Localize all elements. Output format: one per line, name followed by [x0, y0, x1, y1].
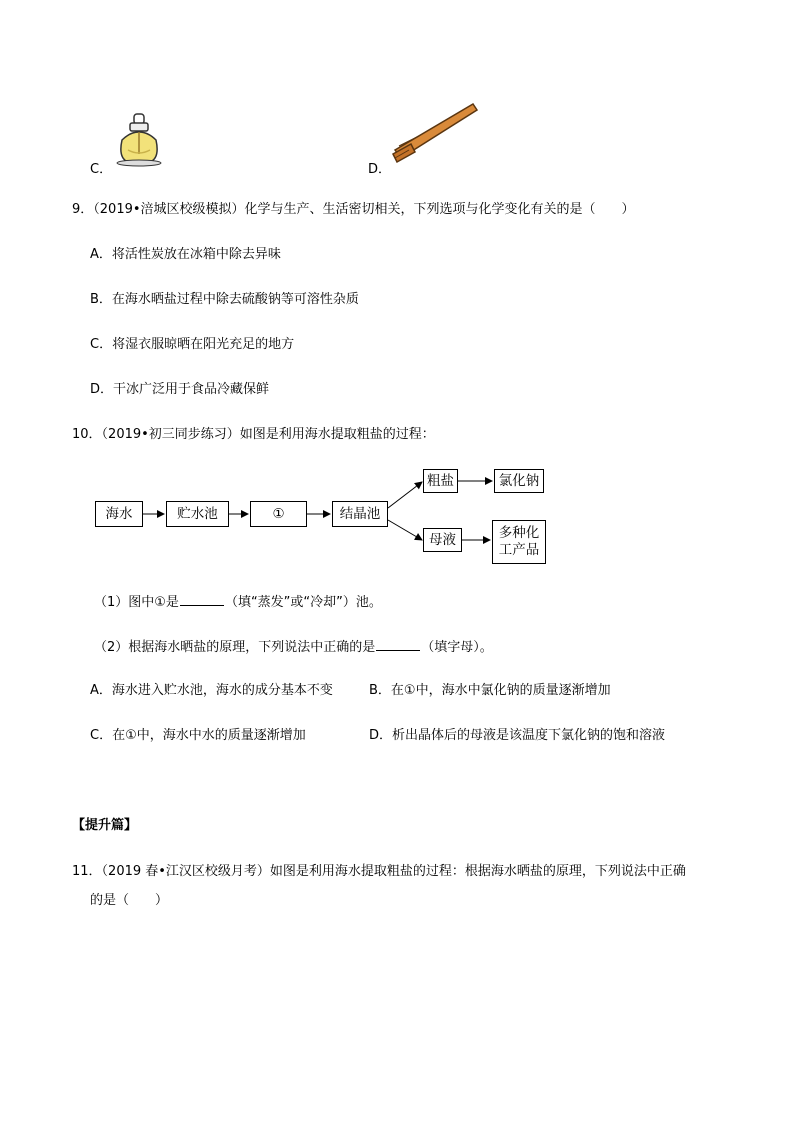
flow-box-mother-liquor: 母液 — [423, 528, 462, 552]
q10-option-b: B．在①中，海水中氯化钠的质量逐渐增加 — [369, 683, 611, 698]
flow-box-crystal: 结晶池 — [332, 501, 388, 527]
q10-sub1-after: （填“蒸发”或“冷却”）池。 — [224, 595, 382, 610]
flow-products-line1: 多种化 — [498, 525, 540, 541]
arrow-crystal-mother — [388, 520, 422, 540]
flow-box-crude-salt: 粗盐 — [423, 469, 458, 493]
q10-option-d: D．析出晶体后的母液是该温度下氯化钠的饱和溶液 — [369, 728, 666, 743]
q9-stem: 9．（2019•涪城区校级模拟）化学与生产、生活密切相关，下列选项与化学变化有关的是（ ） — [72, 202, 635, 217]
flow-products-line2: 工产品 — [498, 542, 540, 558]
flow-box-nacl: 氯化钠 — [494, 469, 544, 493]
q11-stem-line2: 的是（ ） — [90, 893, 169, 908]
q11-stem-line1: 11．（2019 春•江汉区校级月考）如图是利用海水提取粗盐的过程：根据海水晒盐的原理，下列说法中正确 — [72, 864, 686, 879]
arrow-crystal-crude — [388, 482, 422, 508]
option-d-label: D． — [368, 162, 392, 177]
flow-box-products — [492, 520, 546, 564]
q10-sub2 — [94, 638, 493, 656]
q10-option-c: C．在①中，海水中水的质量逐渐增加 — [90, 728, 306, 743]
q9-option-b: B．在海水晒盐过程中除去硫酸钠等可溶性杂质 — [90, 292, 359, 307]
q10-sub1-blank[interactable] — [180, 593, 224, 606]
flow-box-seawater: 海水 — [95, 501, 143, 527]
q10-stem: 10．（2019•初三同步练习）如图是利用海水提取粗盐的过程： — [72, 427, 435, 442]
section-heading: 【提升篇】 — [72, 818, 138, 833]
q10-sub1 — [94, 593, 382, 611]
q9-option-c: C．将湿衣服晾晒在阳光充足的地方 — [90, 337, 295, 352]
q10-sub2-before: （2）根据海水晒盐的原理，下列说法中正确的是 — [94, 640, 376, 655]
q9-option-d: D．干冰广泛用于食品冷藏保鲜 — [90, 382, 270, 397]
q10-sub1-before: （1）图中①是 — [94, 595, 179, 610]
q9-option-a: A．将活性炭放在冰箱中除去异味 — [90, 247, 281, 262]
flow-box-reservoir: 贮水池 — [166, 501, 229, 527]
q10-sub2-blank[interactable] — [376, 638, 420, 651]
q10-sub2-after: （填字母）。 — [421, 640, 493, 655]
q10-option-a: A．海水进入贮水池，海水的成分基本不变 — [90, 683, 333, 698]
flow-box-pool: ① — [250, 501, 307, 527]
option-c-label: C． — [90, 162, 113, 177]
